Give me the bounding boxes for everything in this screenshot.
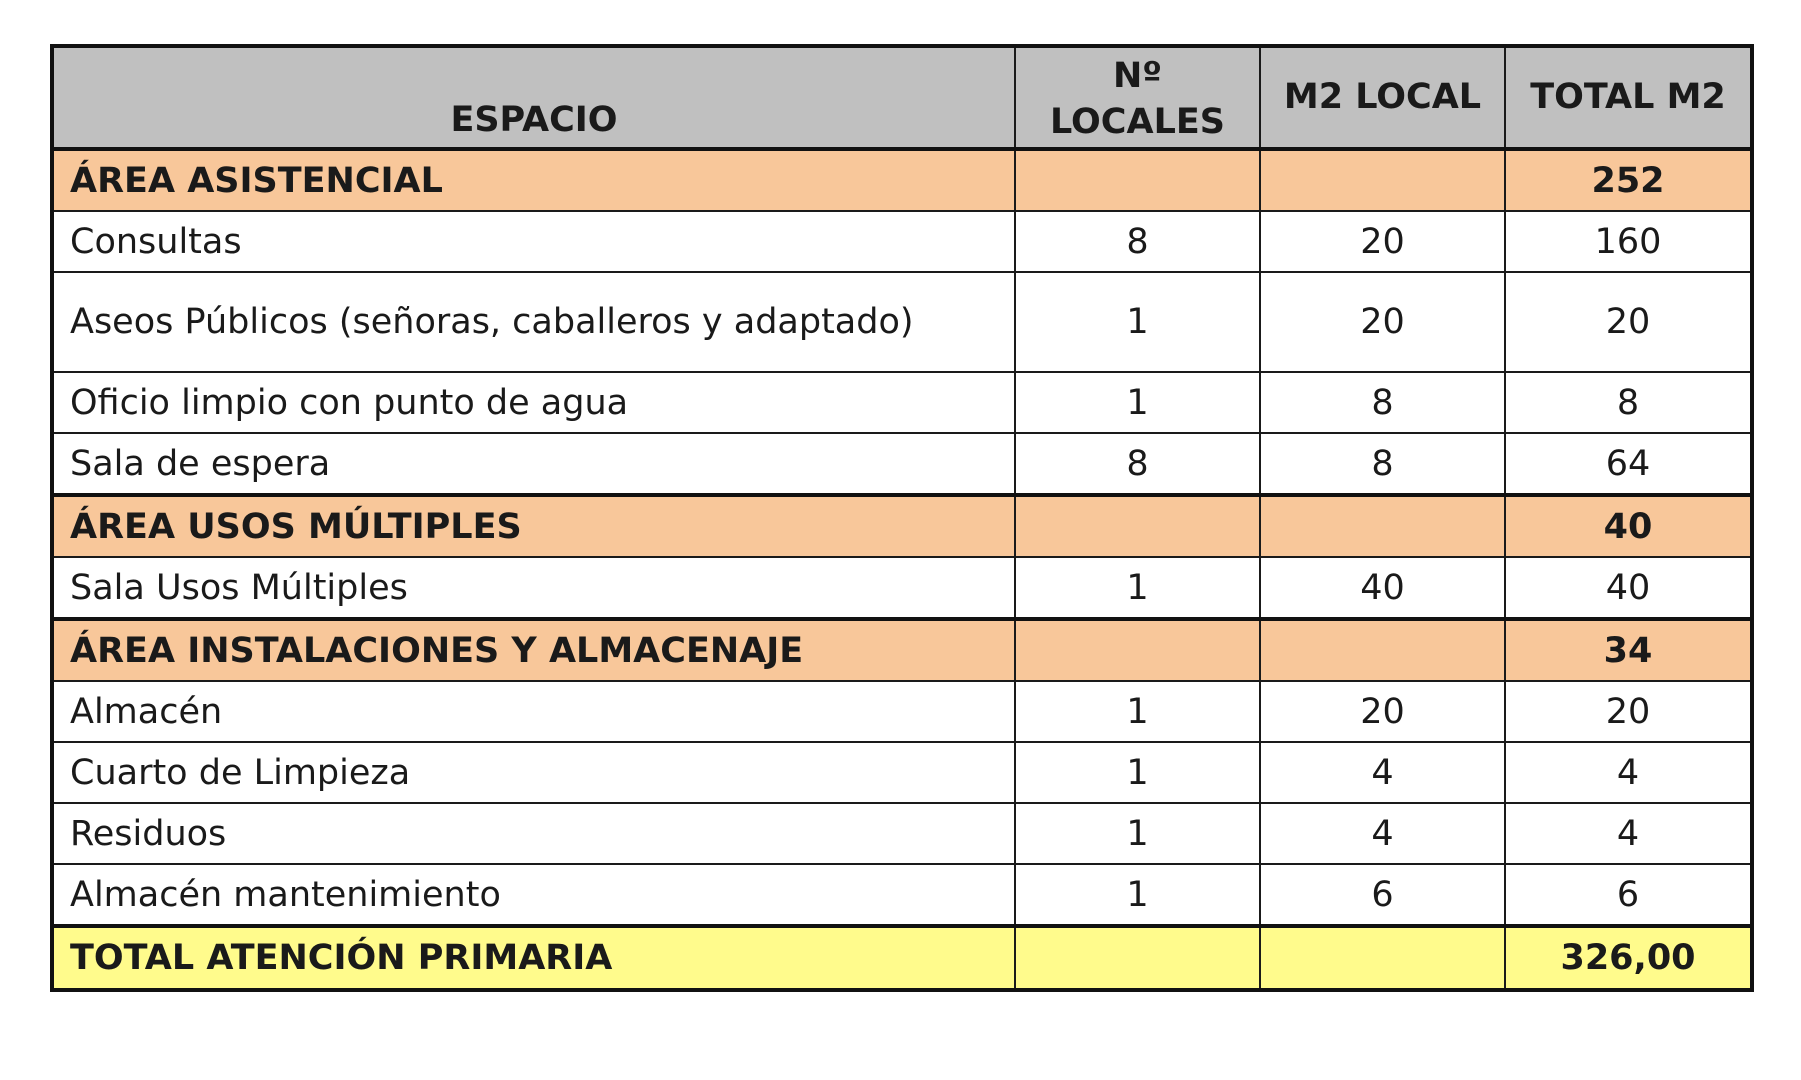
item-m2: 20: [1260, 272, 1505, 372]
item-total: 4: [1505, 742, 1752, 803]
section-m2-empty: [1260, 495, 1505, 557]
header-total-m2: TOTAL M2: [1505, 46, 1752, 149]
item-total: 20: [1505, 681, 1752, 742]
header-m2-local: M2 LOCAL: [1260, 46, 1505, 149]
item-count: 8: [1015, 433, 1260, 495]
item-name: Almacén: [52, 681, 1015, 742]
grand-total-label: TOTAL ATENCIÓN PRIMARIA: [52, 926, 1015, 990]
grand-total-m2-empty: [1260, 926, 1505, 990]
header-count: [1015, 46, 1260, 149]
section-row-usos-multiples: [52, 495, 1752, 557]
item-name: Almacén mantenimiento: [52, 864, 1015, 926]
item-name: Sala de espera: [52, 433, 1015, 495]
table-header: [52, 46, 1752, 149]
section-row-instalaciones: [52, 619, 1752, 681]
header-count-line2: LOCALES: [1050, 102, 1225, 142]
table-row: [52, 803, 1752, 864]
item-m2: 4: [1260, 742, 1505, 803]
item-m2: 8: [1260, 433, 1505, 495]
item-count: 1: [1015, 864, 1260, 926]
item-total: 4: [1505, 803, 1752, 864]
table-row: [52, 433, 1752, 495]
item-total: 64: [1505, 433, 1752, 495]
section-name: ÁREA INSTALACIONES Y ALMACENAJE: [52, 619, 1015, 681]
table-body: [52, 149, 1752, 990]
table-row: [52, 272, 1752, 372]
item-name: Cuarto de Limpieza: [52, 742, 1015, 803]
item-name: Aseos Públicos (señoras, caballeros y adaptado): [52, 272, 1015, 372]
item-name: Consultas: [52, 211, 1015, 272]
item-name: Residuos: [52, 803, 1015, 864]
item-m2: 20: [1260, 211, 1505, 272]
item-name: Oficio limpio con punto de agua: [52, 372, 1015, 433]
grand-total-row: [52, 926, 1752, 990]
item-total: 20: [1505, 272, 1752, 372]
section-total: 34: [1505, 619, 1752, 681]
item-total: 6: [1505, 864, 1752, 926]
section-total: 40: [1505, 495, 1752, 557]
item-count: 1: [1015, 742, 1260, 803]
item-m2: 6: [1260, 864, 1505, 926]
table-row: [52, 742, 1752, 803]
section-m2-empty: [1260, 619, 1505, 681]
space-table: [50, 44, 1754, 992]
header-row: [52, 46, 1752, 149]
item-count: 1: [1015, 272, 1260, 372]
item-total: 8: [1505, 372, 1752, 433]
item-m2: 4: [1260, 803, 1505, 864]
item-count: 8: [1015, 211, 1260, 272]
table-row: [52, 372, 1752, 433]
item-m2: 20: [1260, 681, 1505, 742]
section-count-empty: [1015, 495, 1260, 557]
item-total: 160: [1505, 211, 1752, 272]
header-count-line1: Nº: [1112, 56, 1163, 96]
item-count: 1: [1015, 803, 1260, 864]
table-row: [52, 681, 1752, 742]
section-row-asistencial: [52, 149, 1752, 211]
section-name: ÁREA USOS MÚLTIPLES: [52, 495, 1015, 557]
item-count: 1: [1015, 372, 1260, 433]
item-name: Sala Usos Múltiples: [52, 557, 1015, 619]
item-m2: 8: [1260, 372, 1505, 433]
section-count-empty: [1015, 149, 1260, 211]
grand-total-value: 326,00: [1505, 926, 1752, 990]
item-total: 40: [1505, 557, 1752, 619]
grand-total-count-empty: [1015, 926, 1260, 990]
item-m2: 40: [1260, 557, 1505, 619]
header-space: ESPACIO: [52, 46, 1015, 149]
section-name: ÁREA ASISTENCIAL: [52, 149, 1015, 211]
table-row: [52, 557, 1752, 619]
table-row: [52, 864, 1752, 926]
section-total: 252: [1505, 149, 1752, 211]
item-count: 1: [1015, 557, 1260, 619]
section-count-empty: [1015, 619, 1260, 681]
item-count: 1: [1015, 681, 1260, 742]
section-m2-empty: [1260, 149, 1505, 211]
table-row: [52, 211, 1752, 272]
